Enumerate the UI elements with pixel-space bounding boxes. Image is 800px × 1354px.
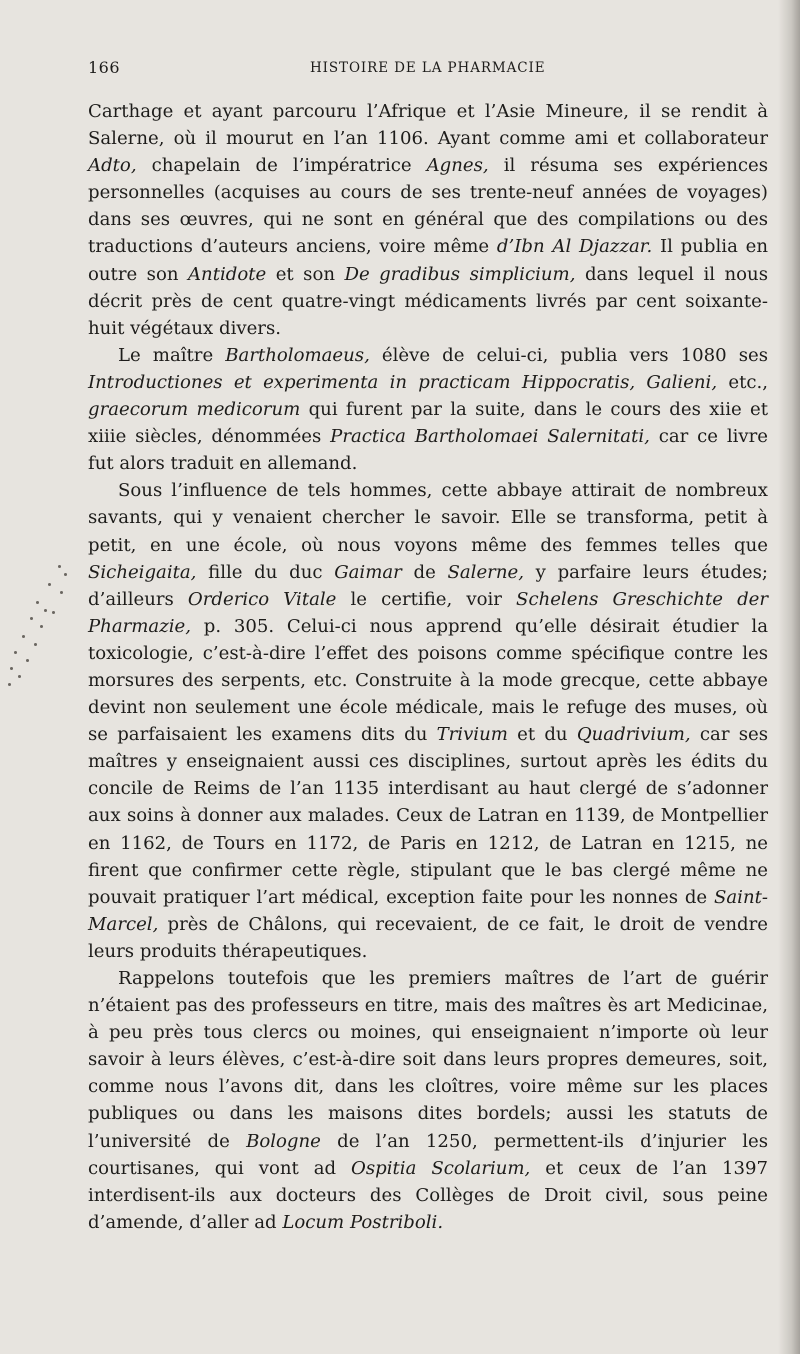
italic-text: Bartholomaeus,: [225, 344, 370, 366]
running-title: HISTOIRE DE LA PHARMACIE: [310, 60, 546, 76]
text-run: Le maître: [118, 344, 226, 366]
text-run: élève de celui-ci, publia vers 1080 ses: [369, 344, 769, 366]
text-run: Il publia en outre son: [88, 236, 768, 285]
italic-text: Saint-Marcel,: [88, 886, 768, 935]
text-run: Rappelons toutefois que les premiers maîtres de l’art de guérir n’étaient pas des professeurs en titre, mais des maîtres ès art Medicinae, à peu près tous clercs ou moines, qui enseignaient n’importe où leur savoir à leurs élèves, c’est-à-dire soit dans leurs propres demeures, soit, comme nous l’avons dit, dans les cloîtres, voire même sur les places publiques ou dans les maisons dites bordels; aussi les statuts de l’université de: [88, 968, 768, 1152]
italic-text: Orderico Vitale: [187, 588, 337, 610]
text-run: etc.,: [717, 371, 768, 393]
text-run: p. 305. Celui-ci nous apprend qu’elle désirait étudier la toxicologie, c’est-à-dire l’effet des poisons comme spécifique contre les morsures des serpents, etc. Construite à la mode grecque, cette abbaye devint non seulement une école médicale, mais le refuge des muses, où se parfaisaient les examens dits du: [88, 615, 768, 746]
italic-text: Quadrivium,: [576, 724, 691, 746]
paragraph: [88, 965, 768, 1236]
text-run: chapelain de l’impératrice: [136, 155, 427, 177]
text-run: car ses maîtres y enseignaient aussi ces disciplines, surtout après les édits du concile de Reims de l’an 1135 interdisant au haut clergé de s’adonner aux soins à donner aux malades. Ceux de Latran en 1139, de Montpellier en 1162, de Tours en 1172, de Paris en 1212, de Latran en 1215, ne firent que confirmer cette règle, stipulant que le bas clergé même ne pouvait pratiquer l’art médical, exception faite pour les nonnes de: [88, 724, 768, 908]
italic-text: Introductiones et experimenta in practicam Hippocratis, Galieni,: [88, 371, 718, 393]
italic-text: graecorum medicorum: [88, 399, 301, 421]
italic-text: Gaimar: [334, 561, 402, 583]
italic-text: Adto,: [88, 155, 137, 177]
text-run: de l’an 1250, permettent-ils d’injurier les courtisanes, qui vont ad: [88, 1130, 769, 1179]
body-text: [88, 98, 768, 1236]
italic-text: Bologne: [246, 1130, 321, 1152]
text-run: Sous l’influence de tels hommes, cette abbaye attirait de nombreux savants, qui y venaient chercher le savoir. Elle se transforma, petit à petit, en une école, où nous voyons même des femmes telles que: [88, 480, 768, 556]
text-run: dans lequel il nous décrit près de cent quatre-vingt médicaments livrés par cent soixante-huit végétaux divers.: [88, 263, 768, 339]
italic-text: Practica Bartholomaei Salernitati,: [330, 426, 650, 448]
text-run: car ce livre fut alors traduit en allemand.: [88, 426, 768, 475]
text-run: fille du duc: [196, 561, 335, 583]
text-run: le certifie, voir: [336, 588, 517, 610]
text-run: il résuma ses expériences personnelles (acquises au cours de ses trente-neuf années de voyages) dans ses œuvres, qui ne sont en général que des compilations ou des traductions d’auteurs anciens, voire même: [88, 155, 768, 258]
italic-text: Antidote: [187, 263, 267, 285]
text-run: près de Châlons, qui recevaient, de ce fait, le droit de vendre leurs produits thérapeutiques.: [88, 913, 768, 962]
page-edge-shadow: [778, 0, 800, 1354]
paragraph: [88, 98, 768, 342]
italic-text: Schelens Greschichte der Pharmazie,: [88, 588, 769, 637]
text-run: qui furent par la suite, dans le cours des xiie et xiiie siècles, dénommées: [88, 399, 768, 448]
text-run: y parfaire leurs études; d’ailleurs: [88, 561, 768, 610]
text-run: et son: [266, 263, 345, 285]
paragraph: [88, 342, 768, 477]
italic-text: Ospitia Scolarium,: [351, 1157, 531, 1179]
paragraph: [88, 477, 768, 965]
italic-text: De gradibus simplicium,: [344, 263, 576, 285]
page-header: [88, 58, 768, 84]
italic-text: Trivium: [436, 724, 508, 746]
margin-speckles: [0, 555, 88, 695]
italic-text: Locum Postriboli.: [282, 1211, 444, 1233]
text-run: et du: [507, 724, 577, 746]
italic-text: d’Ibn Al Djazzar.: [496, 236, 653, 258]
italic-text: Salerne,: [447, 561, 524, 583]
text-run: de: [401, 561, 448, 583]
italic-text: Agnes,: [426, 155, 489, 177]
page-number: 166: [88, 58, 121, 77]
italic-text: Sicheigaita,: [88, 561, 197, 583]
text-run: Carthage et ayant parcouru l’Afrique et l’Asie Mineure, il se rendit à Salerne, où il mourut en l’an 1106. Ayant comme ami et collaborateur: [88, 101, 768, 150]
text-run: et ceux de l’an 1397 interdisent-ils aux docteurs des Collèges de Droit civil, sous peine d’amende, d’aller ad: [88, 1157, 768, 1233]
